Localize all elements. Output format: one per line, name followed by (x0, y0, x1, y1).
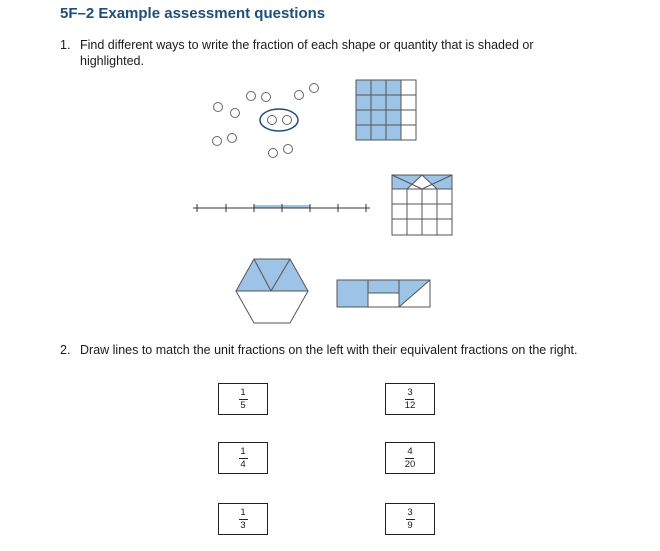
numerator: 3 (407, 386, 413, 398)
left-fraction-box[interactable] (218, 503, 268, 535)
left-fraction-box[interactable] (218, 442, 268, 474)
circles-figure (213, 84, 319, 158)
denominator: 3 (240, 519, 246, 531)
numerator: 3 (407, 506, 413, 518)
shaded-grid-figure (356, 80, 416, 140)
numerator: 4 (407, 445, 413, 457)
page-title: 5F–2 Example assessment questions (60, 5, 326, 22)
right-fraction-box[interactable] (385, 383, 435, 415)
denominator: 12 (404, 399, 416, 411)
rectangle-strip-figure (337, 280, 430, 307)
fraction (405, 388, 416, 411)
fraction (239, 508, 248, 531)
hexagon-figure (236, 259, 308, 323)
right-fraction-box[interactable] (385, 503, 435, 535)
fraction (406, 508, 415, 531)
fraction (239, 388, 248, 411)
denominator: 20 (404, 458, 416, 470)
numerator: 1 (240, 445, 246, 457)
numerator: 1 (240, 386, 246, 398)
fraction (405, 447, 416, 470)
denominator: 5 (240, 399, 246, 411)
fraction (239, 447, 248, 470)
triangle-grid-figure (392, 175, 452, 235)
numerator: 1 (240, 506, 246, 518)
denominator: 9 (407, 519, 413, 531)
question-2-text: Draw lines to match the unit fractions on the left with their equivalent fractions on the right. (80, 343, 578, 357)
question-1-text: Find different ways to write the fraction of each shape or quantity that is shaded or highlighted. (80, 38, 534, 68)
question-2-number: 2. (60, 343, 71, 357)
number-line-figure (193, 204, 370, 212)
left-fraction-box[interactable] (218, 383, 268, 415)
right-fraction-box[interactable] (385, 442, 435, 474)
question-2 (60, 342, 600, 358)
denominator: 4 (240, 458, 246, 470)
question-1-number: 1. (60, 38, 71, 52)
